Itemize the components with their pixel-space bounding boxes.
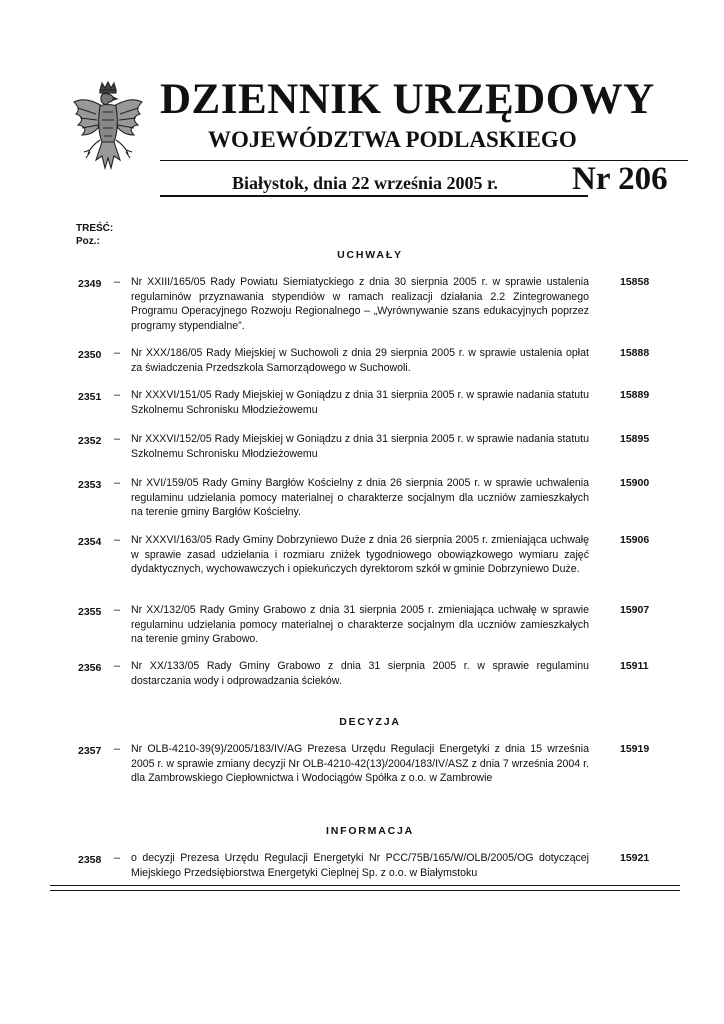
section-title-decyzja: DECYZJA <box>339 716 401 728</box>
dateline-rule <box>160 195 588 197</box>
issue-number: Nr 206 <box>572 161 668 197</box>
entry-dash: – <box>114 534 121 546</box>
entry-page: 15921 <box>620 852 650 864</box>
entry-page: 15919 <box>620 743 650 755</box>
entry-dash: – <box>114 433 121 445</box>
polish-eagle-emblem-icon <box>70 80 146 178</box>
entry-dash: – <box>114 389 121 401</box>
footer-rule-top <box>50 885 680 886</box>
entry-position: 2349 <box>78 278 102 290</box>
entry-description: Nr XX/133/05 Rady Gminy Grabowo z dnia 31 sierpnia 2005 r. w sprawie regulaminu dostarczania wody i odprowadzania ścieków. <box>131 660 589 687</box>
entry-page: 15900 <box>620 477 650 489</box>
entry-description: Nr XXX/186/05 Rady Miejskiej w Suchowoli z dnia 29 sierpnia 2005 r. w sprawie ustalenia opłat za świadczenia Przedszkola Samorządowego w Suchowoli. <box>131 347 589 374</box>
entry-page: 15911 <box>620 660 649 672</box>
entry-page: 15889 <box>620 389 650 401</box>
entry-description: Nr OLB-4210-39(9)/2005/183/IV/AG Prezesa Urzędu Regulacji Energetyki z dnia 15 września 2005 r. w sprawie zmiany decyzji Nr OLB-4210-42(13)/2004/183/IV/ASZ z dnia 7 września 2004 r. dla Zambrowskiego Ciepłownictwa i Wodociągów Spółka z o.o. w Zambrowie <box>131 743 589 784</box>
entry-position: 2356 <box>78 662 102 674</box>
entry-dash: – <box>114 743 121 755</box>
position-label: Poz.: <box>76 236 100 247</box>
entry-description: o decyzji Prezesa Urzędu Regulacji Energetyki Nr PCC/75B/165/W/OLB/2005/OG dotyczącej Miejskiego Przedsiębiorstwa Energetyki Cieplnej Sp. z o.o. w Białymstoku <box>131 852 589 879</box>
entry-page: 15858 <box>620 276 650 288</box>
entry-page: 15906 <box>620 534 650 546</box>
entry-dash: – <box>114 660 121 672</box>
entry-position: 2355 <box>78 606 102 618</box>
newspaper-subtitle: WOJEWÓDZTWA PODLASKIEGO <box>208 127 577 152</box>
entry-position: 2350 <box>78 349 102 361</box>
toc-heading: TREŚĆ: <box>76 223 114 234</box>
entry-description: Nr XXIII/165/05 Rady Powiatu Siemiatyckiego z dnia 30 sierpnia 2005 r. w sprawie ustalenia regulaminów przyznawania stypendiów w ramach realizacji działania 2.2 Zintegrowanego Programu Operacyjnego Rozwoju Regionalnego – „Wyrównywanie szans edukacyjnych poprzez programy stypendialne”. <box>131 276 589 332</box>
entry-page: 15907 <box>620 604 650 616</box>
entry-position: 2353 <box>78 479 102 491</box>
entry-dash: – <box>114 347 121 359</box>
section-title-uchwaly: UCHWAŁY <box>337 249 403 261</box>
footer-rule-bottom <box>50 890 680 891</box>
entry-dash: – <box>114 276 121 288</box>
entry-position: 2354 <box>78 536 102 548</box>
entry-page: 15888 <box>620 347 650 359</box>
entry-position: 2358 <box>78 854 102 866</box>
entry-description: Nr XXXVI/163/05 Rady Gminy Dobrzyniewo Duże z dnia 26 sierpnia 2005 r. zmieniająca uchwałę w sprawie zasad udzielania i rozmiaru zniżek tygodniowego obowiązkowego wymiaru zajęć dydaktycznych, wychowawczych i opiekuńczych dyrektorom szkół w gminie Dobrzyniewo Duże. <box>131 534 589 575</box>
entry-page: 15895 <box>620 433 650 445</box>
entry-position: 2352 <box>78 435 102 447</box>
newspaper-title: DZIENNIK URZĘDOWY <box>160 76 655 123</box>
entry-description: Nr XX/132/05 Rady Gminy Grabowo z dnia 31 sierpnia 2005 r. zmieniająca uchwałę w sprawie regulaminu udzielania pomocy materialnej o charakterze socjalnym dla uczniów zamieszkałych na terenie gminy Grabowo. <box>131 604 589 645</box>
entry-position: 2357 <box>78 745 102 757</box>
entry-description: Nr XXXVI/151/05 Rady Miejskiej w Goniądzu z dnia 31 sierpnia 2005 r. w sprawie nadania statutu Szkolnemu Schronisku Młodzieżowemu <box>131 389 589 416</box>
entry-dash: – <box>114 604 121 616</box>
entry-position: 2351 <box>78 391 102 403</box>
entry-dash: – <box>114 852 121 864</box>
dateline: Białystok, dnia 22 września 2005 r. <box>232 173 498 193</box>
entry-description: Nr XXXVI/152/05 Rady Miejskiej w Goniądzu z dnia 31 sierpnia 2005 r. w sprawie nadania statutu Szkolnemu Schronisku Młodzieżowemu <box>131 433 589 460</box>
section-title-informacja: INFORMACJA <box>326 825 414 837</box>
masthead <box>0 0 724 210</box>
entry-dash: – <box>114 477 121 489</box>
entry-description: Nr XVI/159/05 Rady Gminy Bargłów Kościelny z dnia 26 sierpnia 2005 r. w sprawie uchwalenia regulaminu udzielania pomocy materialnej o charakterze socjalnym dla uczniów zamieszkałych na terenie gminy Bargłów Kościelny. <box>131 477 589 518</box>
